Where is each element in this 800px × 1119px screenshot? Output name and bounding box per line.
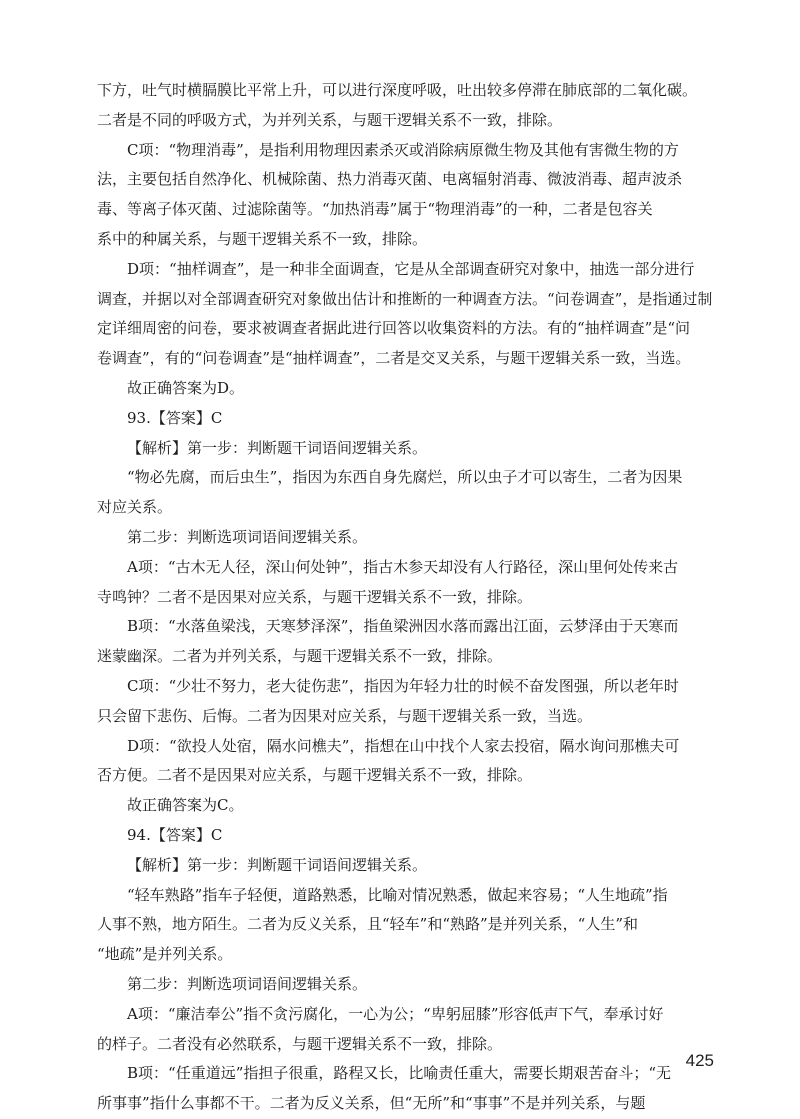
text-line: C项：“物理消毒”，是指利用物理因素杀灭或消除病原微生物及其他有害微生物的方: [127, 140, 679, 159]
text-line: “物必先腐，而后虫生”，指因为东西自身先腐烂，所以虫子才可以寄生，二者为因果: [127, 468, 683, 487]
text-line: 下方，吐气时横膈膜比平常上升，可以进行深度呼吸，吐出较多停滞在肺底部的二氧化碳。: [97, 81, 698, 99]
text-line: 【解析】第一步：判断题干词语间逻辑关系。: [127, 438, 428, 457]
text-line: 人事不熟，地方陌生。二者为反义关系，且“轻车”和“熟路”是并列关系，“人生”和: [97, 915, 639, 934]
text-line: B项：“任重道远”指担子很重，路程又长，比喻责任重大，需要长期艰苦奋斗；“无: [127, 1064, 672, 1083]
text-line: “轻车熟路”指车子轻便，道路熟悉，比喻对情况熟悉，做起来容易；“人生地疏”指: [127, 885, 668, 904]
page-body: [97, 76, 717, 1119]
text-line: A项：“廉洁奉公”指不贪污腐化，一心为公；“卑躬屈膝”形容低声下气，奉承讨好: [127, 1004, 664, 1023]
text-line: 故正确答案为D。: [127, 378, 245, 397]
text-line: D项：“欲投人处宿，隔水问樵夫”，指想在山中找个人家去投宿，隔水询问那樵夫可: [127, 736, 680, 755]
text-line: 二者是不同的呼吸方式，为并列关系，与题干逻辑关系不一致，排除。: [97, 110, 563, 129]
text-line: 【解析】第一步：判断题干词语间逻辑关系。: [127, 855, 428, 874]
text-line: 第二步：判断选项词语间逻辑关系。: [127, 974, 368, 993]
text-line: 只会留下悲伤、后悔。二者为因果对应关系，与题干逻辑关系一致，当选。: [97, 706, 593, 725]
text-line: 定详细周密的问卷，要求被调查者据此进行回答以收集资料的方法。有的“抽样调查”是“问: [97, 319, 691, 338]
text-line: B项：“水落鱼梁浅，天寒梦泽深”，指鱼梁洲因水落而露出江面，云梦泽由于天寒而: [127, 617, 679, 636]
text-line: 的样子。二者没有必然联系，与题干逻辑关系不一致，排除。: [97, 1034, 503, 1053]
text-line: 法，主要包括自然净化、机械除菌、热力消毒灭菌、电离辐射消毒、微波消毒、超声波杀: [97, 170, 683, 189]
text-line: 否方便。二者不是因果对应关系，与题干逻辑关系不一致，排除。: [97, 766, 533, 785]
text-line: D项：“抽样调查”，是一种非全面调查，它是从全部调查研究对象中，抽选一部分进行: [127, 259, 695, 278]
text-line: 93.【答案】C: [127, 408, 223, 427]
text-line: 卷调查”，有的“问卷调查”是“抽样调查”，二者是交叉关系，与题干逻辑关系一致，当选。: [97, 349, 691, 368]
text-line: 迷蒙幽深。二者为并列关系，与题干逻辑关系不一致，排除。: [97, 647, 503, 666]
text-line: 毒、等离子体灭菌、过滤除菌等。“加热消毒”属于“物理消毒”的一种，二者是包容关: [97, 200, 653, 219]
text-line: 系中的种属关系，与题干逻辑关系不一致，排除。: [97, 229, 428, 248]
page-number: 425: [685, 1051, 714, 1070]
text-line: 故正确答案为C。: [127, 796, 244, 815]
text-line: 第二步：判断选项词语间逻辑关系。: [127, 527, 368, 546]
text-line: 94.【答案】C: [127, 825, 223, 844]
text-line: 所事事”指什么事都不干。二者为反义关系，但“无所”和“事事”不是并列关系，与题: [97, 1094, 646, 1113]
text-line: C项：“少壮不努力，老大徒伤悲”，指因为年轻力壮的时候不奋发图强，所以老年时: [127, 676, 679, 695]
text-line: 对应关系。: [97, 498, 173, 517]
text-line: A项：“古木无人径，深山何处钟”，指古木参天却没有人行路径，深山里何处传来古: [127, 557, 679, 576]
text-line: 调查，并据以对全部调查研究对象做出估计和推断的一种调查方法。“问卷调查”，是指通过制: [97, 289, 713, 308]
text-line: 寺鸣钟？二者不是因果对应关系，与题干逻辑关系不一致，排除。: [97, 587, 533, 606]
text-line: “地疏”是并列关系。: [97, 945, 233, 964]
